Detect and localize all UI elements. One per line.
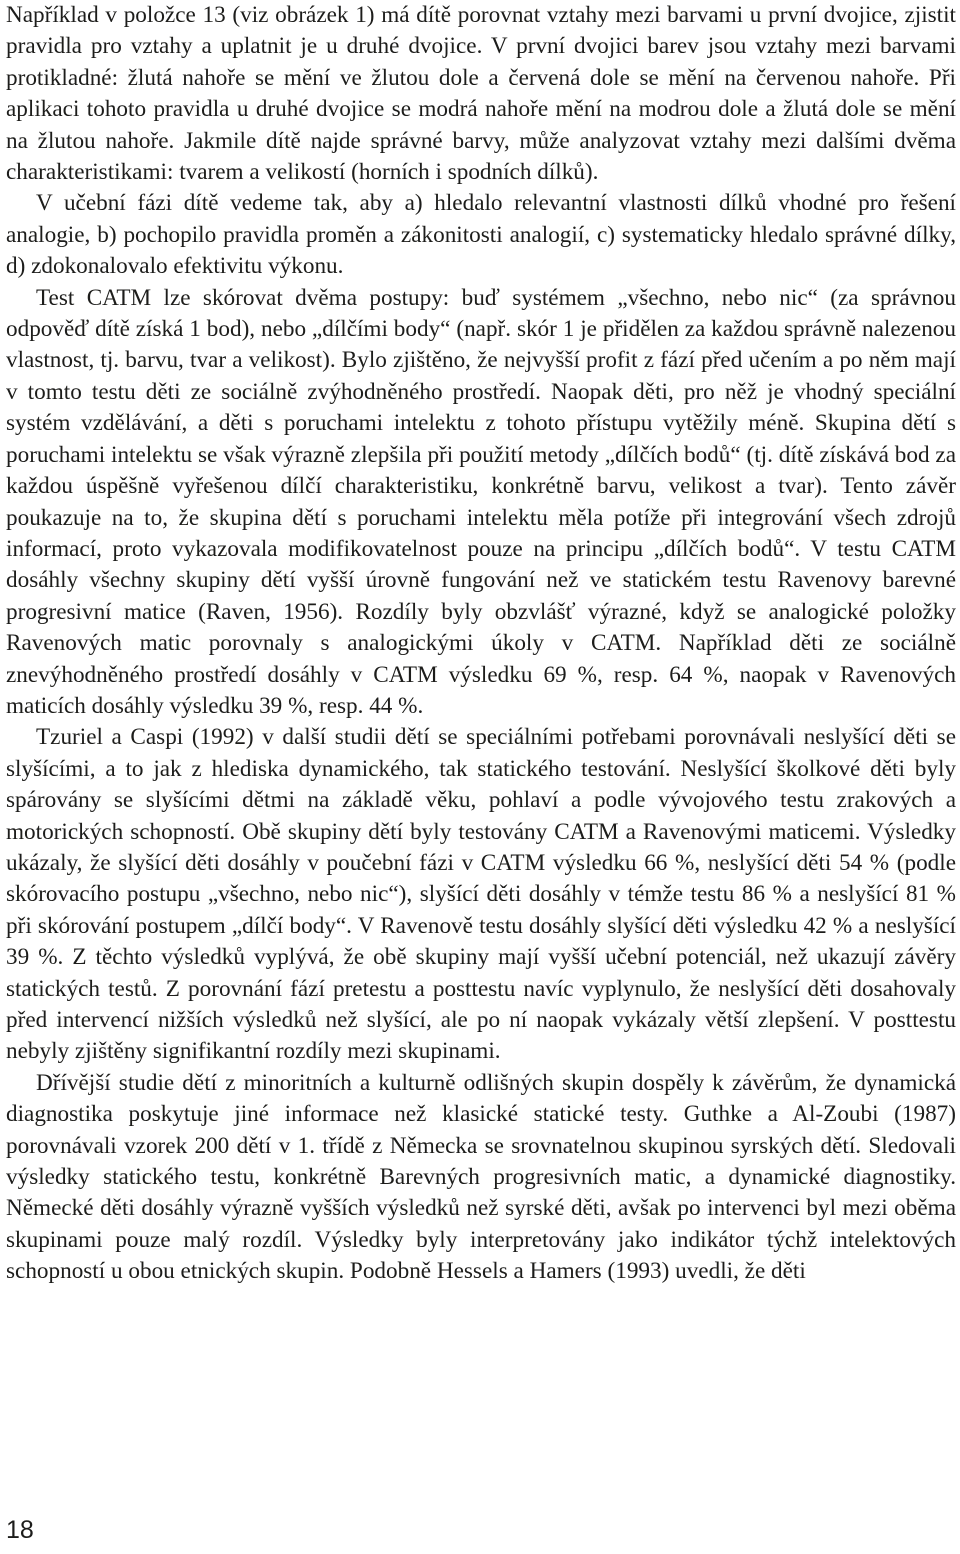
paragraph: V učební fázi dítě vedeme tak, aby a) hledalo relevantní vlastnosti dílků vhodné pro řešení analogie, b) pochopilo pravidla proměn a zákonitosti analogií, c) systematicky hledalo správné dílky, d) zdokonalovalo efektivitu výkonu.	[6, 190, 956, 280]
page-number: 18	[6, 1516, 34, 1544]
paragraph: Test CATM lze skórovat dvěma postupy: buď systémem „všechno, nebo nic“ (za správnou odpověď dítě získá 1 bod), nebo „dílčími body“ (např. skór 1 je přidělen za každou správně nalezenou vlastnost, tj. barvu, tvar a velikost). Bylo zjištěno, že nejvyšší profit z fází před učením a po něm mají v tomto testu děti ze sociálně zvýhodněného prostředí. Naopak děti, pro něž je vhodný speciální systém vzdělávání, a děti s poruchami intelektu z tohoto přístupu vytěžily méně. Skupina dětí s poruchami intelektu se však výrazně zlepšila při použití metody „dílčích bodů“ (tj. dítě získává bod za každou úspěšně vyřešenou dílčí charakteristiku, konkrétně barvu, velikost a tvar). Tento závěr poukazuje na to, že skupina dětí s poruchami intelektu měla potíže při integrování všech zdrojů informací, proto vykazovala modifikovatelnost pouze na principu „dílčích bodů“. V testu CATM dosáhly všechny skupiny dětí vyšší úrovně fungování než ve statickém testu Ravenovy barevné progresivní matice (Raven, 1956). Rozdíly byly obzvlášť výrazné, když se analogické položky Ravenových matic porovnaly s analogickými úkoly v CATM. Například děti ze sociálně znevýhodněného prostředí dosáhly v CATM výsledku 69 %, resp. 64 %, naopak v Ravenových maticích dosáhly výsledku 39 %, resp. 44 %.	[6, 284, 956, 719]
paragraph: Dřívější studie dětí z minoritních a kulturně odlišných skupin dospěly k závěrům, že dynamická diagnostika poskytuje jiné informace než klasické statické testy. Guthke a Al-Zoubi (1987) porovnávali vzorek 200 dětí v 1. třídě z Německa se srovnatelnou skupinou syrských dětí. Sledovali výsledky statického testu, konkrétně Barevných progresivních matic, a dynamické diagnostiky. Německé děti dosáhly výrazně vyšších výsledků než syrské děti, avšak po intervenci byl mezi oběma skupinami pouze malý rozdíl. Výsledky byly interpretovány jako indikátor týchž intelektových schopností u obou etnických skupin. Podobně Hessels a Hamers (1993) uvedli, že děti	[6, 1069, 956, 1285]
paragraph: Tzuriel a Caspi (1992) v další studii dětí se speciálními potřebami porovnávali neslyšící děti se slyšícími, a to jak z hlediska dynamického, tak statického testování. Neslyšící školkové děti byly spárovány se slyšícími dětmi na základě věku, pohlaví a podle vývojového testu zrakových a motorických schopností. Obě skupiny dětí byly testovány CATM a Ravenovými maticemi. Výsledky ukázaly, že slyšící děti dosáhly v poučební fázi v CATM výsledku 66 %, neslyšící děti 54 % (podle skórovacího postupu „všechno, nebo nic“), slyšící děti dosáhly v témže testu 86 % a neslyšící 81 % při skórování postupem „dílčí body“. V Ravenově testu dosáhly slyšící děti výsledku 42 % a neslyšící 39 %. Z těchto výsledků vyplývá, že obě skupiny mají vyšší učební potenciál, než ukazují závěry statických testů. Z porovnání fází pretestu a posttestu navíc vyplynulo, že neslyšící děti dosahovaly před intervencí nižších výsledků než slyšící, ale po ní naopak vykázaly větší zlepšení. V posttestu nebyly zjištěny signifikantní rozdíly mezi skupinami.	[6, 724, 956, 1065]
paragraph: Například v položce 13 (viz obrázek 1) má dítě porovnat vztahy mezi barvami u první dvojice, zjistit pravidla pro vztahy a uplatnit je u druhé dvojice. V první dvojici barev jsou vztahy mezi barvami protikladné: žlutá nahoře se mění ve žlutou dole a červená dole se mění na červenou nahoře. Při aplikaci tohoto pravidla u druhé dvojice se modrá nahoře mění na modrou dole a žlutá dole se mění na žlutou nahoře. Jakmile dítě najde správné barvy, může analyzovat vztahy mezi dalšími dvěma charakteristikami: tvarem a velikostí (horních i spodních dílků).	[6, 2, 956, 186]
body-text	[6, 0, 956, 1288]
